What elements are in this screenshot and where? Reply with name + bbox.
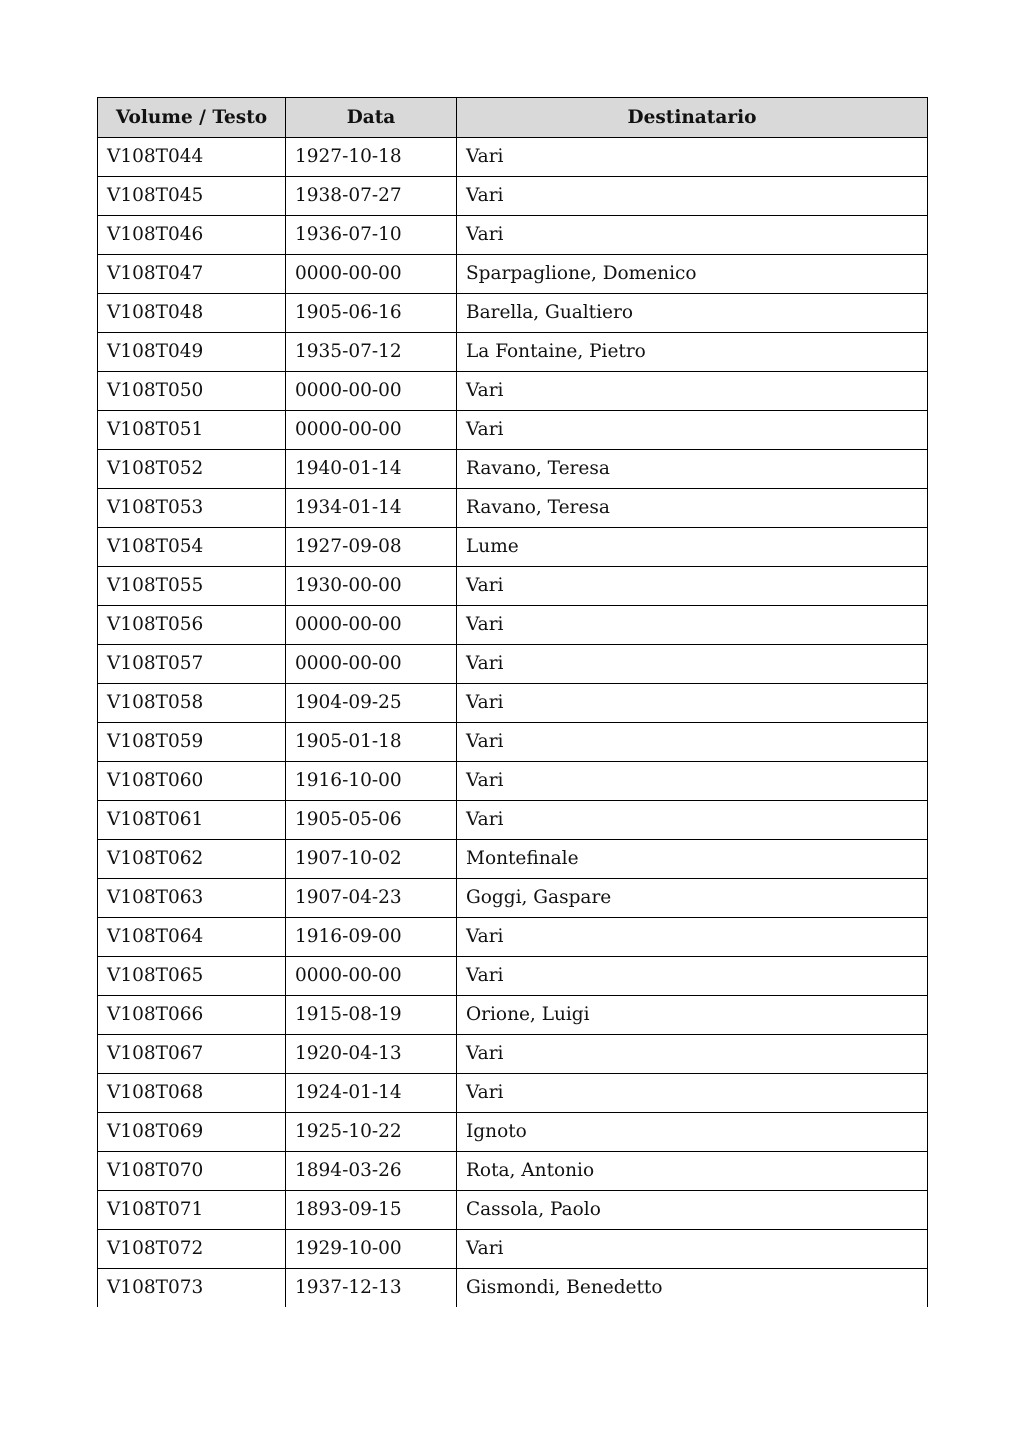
cell-data: 1893-09-15 [286, 1191, 457, 1230]
cell-destinatario: Goggi, Gaspare [457, 879, 928, 918]
table-row [98, 177, 928, 216]
cell-volume-testo: V108T047 [98, 255, 286, 294]
cell-destinatario: Vari [457, 216, 928, 255]
cell-volume-testo: V108T063 [98, 879, 286, 918]
cell-volume-testo: V108T059 [98, 723, 286, 762]
cell-data: 0000-00-00 [286, 372, 457, 411]
cell-destinatario: Vari [457, 1035, 928, 1074]
table-body [98, 138, 928, 1308]
cell-data: 1927-10-18 [286, 138, 457, 177]
cell-destinatario: Vari [457, 138, 928, 177]
cell-destinatario: Barella, Gualtiero [457, 294, 928, 333]
header-volume-testo: Volume / Testo [98, 98, 286, 138]
cell-volume-testo: V108T065 [98, 957, 286, 996]
cell-data: 1930-00-00 [286, 567, 457, 606]
table-row [98, 216, 928, 255]
table-row [98, 489, 928, 528]
table-row [98, 1152, 928, 1191]
cell-data: 1936-07-10 [286, 216, 457, 255]
table-row [98, 840, 928, 879]
table-row [98, 723, 928, 762]
cell-volume-testo: V108T064 [98, 918, 286, 957]
cell-volume-testo: V108T070 [98, 1152, 286, 1191]
table-row [98, 567, 928, 606]
cell-volume-testo: V108T045 [98, 177, 286, 216]
cell-volume-testo: V108T049 [98, 333, 286, 372]
cell-volume-testo: V108T058 [98, 684, 286, 723]
cell-data: 1907-10-02 [286, 840, 457, 879]
cell-destinatario: Ravano, Teresa [457, 450, 928, 489]
cell-data: 0000-00-00 [286, 255, 457, 294]
cell-volume-testo: V108T054 [98, 528, 286, 567]
cell-data: 1894-03-26 [286, 1152, 457, 1191]
table-row [98, 801, 928, 840]
cell-destinatario: Rota, Antonio [457, 1152, 928, 1191]
cell-volume-testo: V108T066 [98, 996, 286, 1035]
cell-destinatario: Vari [457, 411, 928, 450]
cell-data: 1904-09-25 [286, 684, 457, 723]
cell-data: 1905-05-06 [286, 801, 457, 840]
table-row [98, 996, 928, 1035]
header-data: Data [286, 98, 457, 138]
table-row [98, 684, 928, 723]
cell-data: 1937-12-13 [286, 1269, 457, 1308]
table-row [98, 879, 928, 918]
cell-data: 1925-10-22 [286, 1113, 457, 1152]
table-row [98, 606, 928, 645]
table-row [98, 411, 928, 450]
cell-data: 1934-01-14 [286, 489, 457, 528]
cell-data: 1935-07-12 [286, 333, 457, 372]
cell-data: 1916-09-00 [286, 918, 457, 957]
cell-destinatario: Vari [457, 1230, 928, 1269]
cell-destinatario: Ignoto [457, 1113, 928, 1152]
header-destinatario: Destinatario [457, 98, 928, 138]
cell-destinatario: Vari [457, 1074, 928, 1113]
cell-destinatario: Lume [457, 528, 928, 567]
document-table [97, 97, 928, 1307]
table-row [98, 1269, 928, 1308]
cell-volume-testo: V108T053 [98, 489, 286, 528]
cell-destinatario: Gismondi, Benedetto [457, 1269, 928, 1308]
table-row [98, 1074, 928, 1113]
cell-data: 1924-01-14 [286, 1074, 457, 1113]
cell-destinatario: Montefinale [457, 840, 928, 879]
cell-volume-testo: V108T046 [98, 216, 286, 255]
cell-volume-testo: V108T073 [98, 1269, 286, 1308]
cell-data: 0000-00-00 [286, 411, 457, 450]
cell-volume-testo: V108T057 [98, 645, 286, 684]
table-row [98, 1035, 928, 1074]
cell-destinatario: Vari [457, 801, 928, 840]
cell-destinatario: Vari [457, 372, 928, 411]
table-row [98, 255, 928, 294]
cell-data: 1915-08-19 [286, 996, 457, 1035]
cell-volume-testo: V108T055 [98, 567, 286, 606]
cell-volume-testo: V108T061 [98, 801, 286, 840]
table-row [98, 372, 928, 411]
cell-volume-testo: V108T072 [98, 1230, 286, 1269]
cell-destinatario: Orione, Luigi [457, 996, 928, 1035]
document-table-container [97, 97, 927, 1307]
cell-volume-testo: V108T067 [98, 1035, 286, 1074]
cell-data: 1920-04-13 [286, 1035, 457, 1074]
cell-destinatario: Sparpaglione, Domenico [457, 255, 928, 294]
cell-destinatario: Vari [457, 645, 928, 684]
cell-volume-testo: V108T062 [98, 840, 286, 879]
table-row [98, 294, 928, 333]
cell-destinatario: Vari [457, 567, 928, 606]
cell-data: 0000-00-00 [286, 957, 457, 996]
table-row [98, 138, 928, 177]
cell-destinatario: Vari [457, 606, 928, 645]
cell-volume-testo: V108T068 [98, 1074, 286, 1113]
cell-volume-testo: V108T071 [98, 1191, 286, 1230]
table-row [98, 1113, 928, 1152]
cell-destinatario: Vari [457, 918, 928, 957]
table-row [98, 645, 928, 684]
table-row [98, 1191, 928, 1230]
cell-destinatario: Vari [457, 762, 928, 801]
cell-data: 0000-00-00 [286, 645, 457, 684]
table-row [98, 333, 928, 372]
cell-volume-testo: V108T069 [98, 1113, 286, 1152]
cell-volume-testo: V108T050 [98, 372, 286, 411]
cell-volume-testo: V108T048 [98, 294, 286, 333]
table-row [98, 528, 928, 567]
cell-volume-testo: V108T051 [98, 411, 286, 450]
cell-data: 1940-01-14 [286, 450, 457, 489]
cell-destinatario: Vari [457, 957, 928, 996]
cell-data: 1907-04-23 [286, 879, 457, 918]
cell-destinatario: La Fontaine, Pietro [457, 333, 928, 372]
table-row [98, 1230, 928, 1269]
cell-destinatario: Ravano, Teresa [457, 489, 928, 528]
cell-data: 1905-06-16 [286, 294, 457, 333]
cell-volume-testo: V108T044 [98, 138, 286, 177]
table-row [98, 957, 928, 996]
table-row [98, 762, 928, 801]
cell-data: 1938-07-27 [286, 177, 457, 216]
cell-destinatario: Vari [457, 723, 928, 762]
cell-destinatario: Cassola, Paolo [457, 1191, 928, 1230]
cell-volume-testo: V108T060 [98, 762, 286, 801]
table-row [98, 918, 928, 957]
cell-destinatario: Vari [457, 684, 928, 723]
cell-data: 0000-00-00 [286, 606, 457, 645]
cell-volume-testo: V108T056 [98, 606, 286, 645]
table-row [98, 450, 928, 489]
cell-destinatario: Vari [457, 177, 928, 216]
table-header-row [98, 98, 928, 138]
cell-volume-testo: V108T052 [98, 450, 286, 489]
cell-data: 1905-01-18 [286, 723, 457, 762]
cell-data: 1929-10-00 [286, 1230, 457, 1269]
cell-data: 1927-09-08 [286, 528, 457, 567]
cell-data: 1916-10-00 [286, 762, 457, 801]
